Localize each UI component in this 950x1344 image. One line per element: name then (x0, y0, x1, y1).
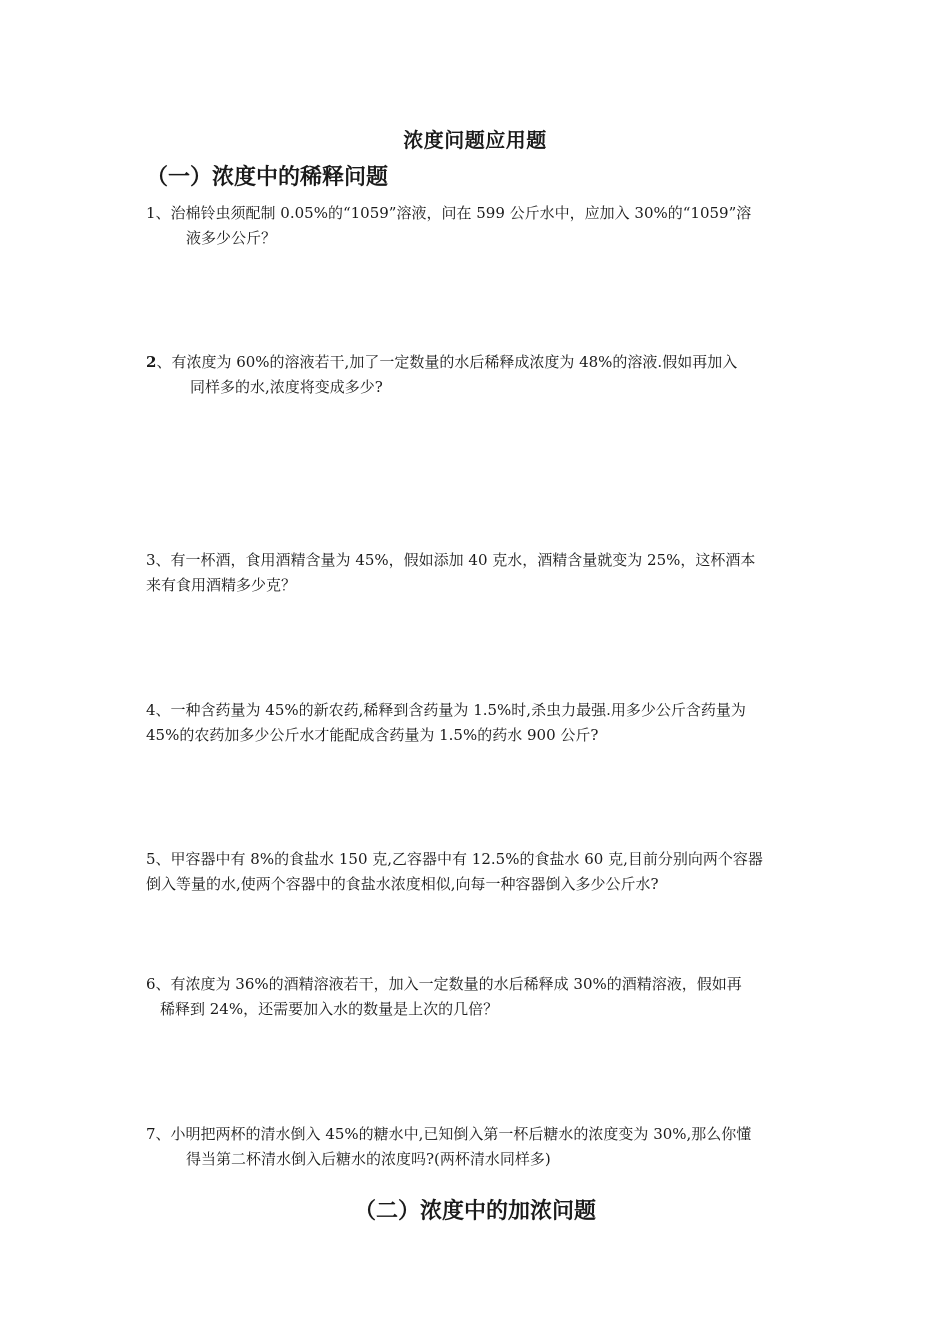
question-6-line-1: 6、有浓度为 36%的酒精溶液若干，加入一定数量的水后稀释成 30%的酒精溶液，假如再 (146, 975, 742, 993)
question-4-line-1: 4、一种含药量为 45%的新农药,稀释到含药量为 1.5%时,杀虫力最强.用多少公斤含药量为 (146, 701, 746, 719)
question-2-line-1-text: 、有浓度为 60%的溶液若干,加了一定数量的水后稀释成浓度为 48%的溶液.假如再加入 (156, 353, 738, 371)
question-2 (146, 350, 811, 400)
question-6-line-2: 稀释到 24%，还需要加入水的数量是上次的几倍？ (160, 1000, 499, 1018)
question-5-line-2: 倒入等量的水,使两个容器中的食盐水浓度相似,向每一种容器倒入多少公斤水? (146, 875, 659, 893)
question-3-line-2: 来有食用酒精多少克？ (146, 576, 297, 594)
question-1-line-2: 液多少公斤？ (186, 229, 277, 247)
question-1-line-1: 1、治棉铃虫须配制 0.05%的“1059”溶液，问在 599 公斤水中，应加入 30%的“1059”溶 (146, 204, 752, 222)
question-6 (146, 972, 811, 1022)
question-5-line-1: 5、甲容器中有 8%的食盐水 150 克,乙容器中有 12.5%的食盐水 60 克,目前分别向两个容器 (146, 850, 763, 868)
section-heading-concentration: （二）浓度中的加浓问题 (353, 1198, 596, 1224)
question-3 (146, 548, 811, 598)
section-heading-dilution: （一）浓度中的稀释问题 (146, 164, 389, 190)
question-4 (146, 698, 811, 748)
question-7-line-1: 7、小明把两杯的清水倒入 45%的糖水中,已知倒入第一杯后糖水的浓度变为 30%,那么你懂 (146, 1125, 752, 1143)
question-7-line-2: 得当第二杯清水倒入后糖水的浓度吗?(两杯清水同样多) (186, 1150, 551, 1168)
question-7 (146, 1122, 811, 1172)
question-4-line-2: 45%的农药加多少公斤水才能配成含药量为 1.5%的药水 900 公斤? (146, 726, 599, 744)
question-5 (146, 847, 811, 897)
question-2-number: 2 (146, 353, 157, 371)
question-3-line-1: 3、有一杯酒，食用酒精含量为 45%，假如添加 40 克水，酒精含量就变为 25%，这杯酒本 (146, 551, 756, 569)
document-title: 浓度问题应用题 (403, 128, 547, 152)
question-2-line-1 (146, 350, 811, 375)
question-2-line-2: 同样多的水,浓度将变成多少? (190, 378, 383, 396)
question-1 (146, 201, 811, 251)
